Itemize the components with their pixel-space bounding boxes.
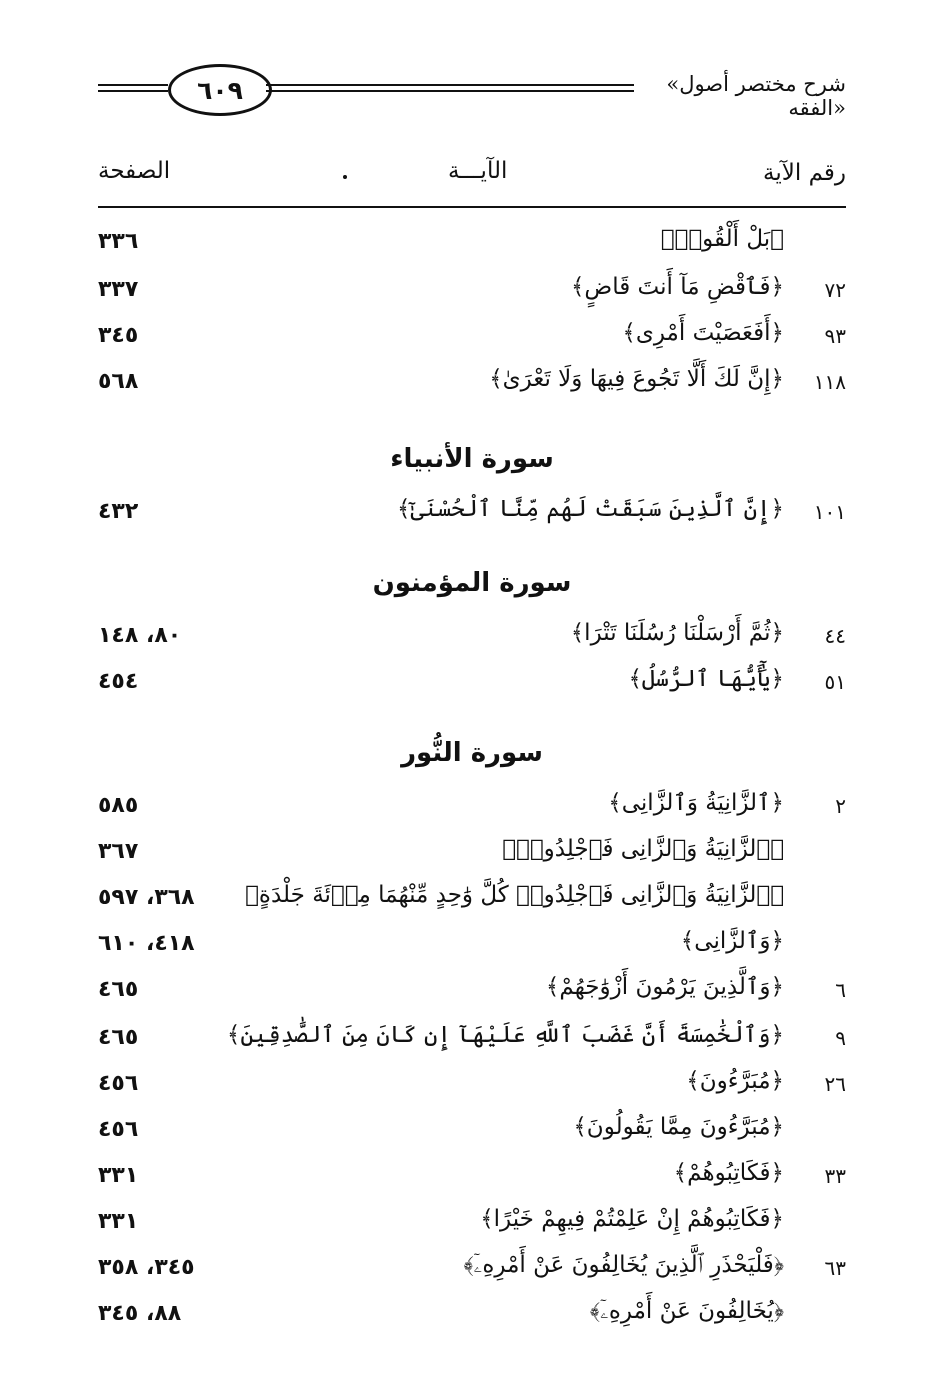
ayah-text: ﴿فَٱقْضِ مَآ أَنتَ قَاضٍ﴾ — [570, 274, 784, 300]
ayah-number: ٢ — [835, 794, 846, 818]
ayah-text: ﴿وَٱلزَّانِى﴾ — [680, 928, 784, 954]
ayah-text: ﴿وَٱلَّذِينَ يَرْمُونَ أَزْوَٰجَهُمْ﴾ — [545, 974, 784, 1000]
index-row — [98, 620, 846, 660]
page-refs: ٣٦٧ — [98, 839, 139, 864]
header-rule — [98, 206, 846, 208]
ayah-number: ٧٢ — [824, 278, 846, 302]
index-row — [98, 1114, 846, 1154]
ayah-text: ﴿يَٰٓأَيُّهَا ٱلرُّسُلُ﴾ — [628, 666, 784, 692]
ayah-number: ٥١ — [824, 670, 846, 694]
index-row — [98, 836, 846, 876]
ayah-text: ﴿إِنَّ ٱلَّذِينَ سَبَقَتْ لَهُم مِّنَّا ٱلْحُسْنَىٰٓ﴾ — [397, 496, 784, 522]
ayah-number: ٦٣ — [824, 1256, 846, 1280]
page-refs: ٤٥٤ — [98, 669, 139, 694]
page-refs: ٣٣٦ — [98, 229, 139, 254]
index-row — [98, 1160, 846, 1200]
column-headers — [98, 150, 846, 200]
index-row — [98, 790, 846, 830]
column-ayah-number: رقم الآية — [763, 160, 846, 186]
page-refs: ٣٤٥ — [98, 323, 139, 348]
page-refs: ٥٦٨ — [98, 369, 139, 394]
page-refs: ٣٣٧ — [98, 277, 139, 302]
ayah-text: ﴿فَلْيَحْذَرِ ٱلَّذِينَ يُخَالِفُونَ عَنْ أَمْرِهِۦٓ﴾ — [463, 1252, 784, 1278]
page-refs: ٤٥٦ — [98, 1071, 139, 1096]
index-row — [98, 1206, 846, 1246]
page-refs: ٤٥٦ — [98, 1117, 139, 1142]
ayah-text: ﴿فَكَاتِبُوهُمْ﴾ — [673, 1160, 784, 1186]
index-row — [98, 882, 846, 922]
surah-heading-anbiya: سورة الأنبياء — [390, 444, 554, 474]
ayah-text: ﴿ٱلزَّانِيَةُ وَٱلزَّانِى﴾ — [608, 790, 784, 816]
ayah-number: ٦ — [835, 978, 846, 1002]
index-row — [98, 226, 846, 266]
page-header — [98, 62, 846, 118]
page-refs: ٥٨٥ — [98, 793, 139, 818]
ayah-text: ﴿يُخَالِفُونَ عَنْ أَمْرِهِۦٓ﴾ — [589, 1298, 784, 1324]
ayah-text: ﴿أَفَعَصَيْتَ أَمْرِى﴾ — [622, 320, 784, 346]
column-page: الصفحة — [98, 158, 171, 184]
ayah-text: ﴿مُبَرَّءُونَ﴾ — [686, 1068, 784, 1094]
index-row — [98, 928, 846, 968]
page-refs: ٤٦٥ — [98, 1025, 139, 1050]
header-dot — [343, 175, 347, 179]
page-refs: ٣٤٥، ٣٥٨ — [98, 1255, 195, 1280]
header-rule-middle — [266, 84, 634, 92]
surah-heading-muminun: سورة المؤمنون — [372, 568, 572, 598]
column-ayah: الآيـــة — [448, 158, 508, 184]
ayah-text: ﴿مُبَرَّءُونَ مِمَّا يَقُولُونَ﴾ — [573, 1114, 784, 1140]
page-refs: ٨٨، ٣٤٥ — [98, 1301, 182, 1326]
index-row — [98, 274, 846, 314]
page-refs: ٣٣١ — [98, 1209, 139, 1234]
index-row — [98, 974, 846, 1014]
ayah-text: ﴿بَلْ أَلْقُوا۟﴾ — [660, 226, 784, 252]
header-rule-left — [98, 84, 168, 92]
page-refs: ٤٣٢ — [98, 499, 139, 524]
index-row — [98, 1252, 846, 1292]
ayah-text: ﴿ثُمَّ أَرْسَلْنَا رُسُلَنَا تَتْرَا﴾ — [570, 620, 784, 646]
ayah-text: ﴿وَٱلْخَٰمِسَةَ أَنَّ غَضَبَ ٱللَّهِ عَلَيْهَآ إِن كَانَ مِنَ ٱلصَّٰدِقِينَ﴾ — [226, 1022, 784, 1048]
ayah-number: ٩ — [835, 1026, 846, 1050]
book-title: «شرح مختصر أصول الفقه» — [666, 72, 846, 120]
ayah-number: ١١٨ — [813, 370, 846, 394]
page-refs: ٨٠، ١٤٨ — [98, 623, 182, 648]
page-refs: ٣٣١ — [98, 1163, 139, 1188]
ayah-number: ٣٣ — [824, 1164, 846, 1188]
index-row — [98, 496, 846, 536]
index-row — [98, 1298, 846, 1338]
ayah-number: ٩٣ — [824, 324, 846, 348]
ayah-text: ﴿فَكَاتِبُوهُمْ إِنْ عَلِمْتُمْ فِيهِمْ خَيْرًا﴾ — [480, 1206, 784, 1232]
ayah-number: ٢٦ — [824, 1072, 846, 1096]
ayah-number: ١٠١ — [813, 500, 846, 524]
index-row — [98, 666, 846, 706]
index-row — [98, 320, 846, 360]
index-row — [98, 1068, 846, 1108]
ayah-text: ﴿ٱلزَّانِيَةُ وَٱلزَّانِى فَٱجْلِدُوا۟﴾ — [502, 836, 784, 862]
ayah-text: ﴿ٱلزَّانِيَةُ وَٱلزَّانِى فَٱجْلِدُوا۟ كُلَّ وَٰحِدٍ مِّنْهُمَا مِا۟ئَةَ جَلْدَةٍ﴾ — [245, 882, 784, 908]
page-refs: ٤١٨، ٦١٠ — [98, 931, 195, 956]
ayah-number: ٤٤ — [824, 624, 846, 648]
page-refs: ٣٦٨، ٥٩٧ — [98, 885, 195, 910]
page-refs: ٤٦٥ — [98, 977, 139, 1002]
page-number-oval: ٦٠٩ — [168, 64, 272, 116]
index-row — [98, 366, 846, 406]
ayah-text: ﴿إِنَّ لَكَ أَلَّا تَجُوعَ فِيهَا وَلَا تَعْرَىٰ﴾ — [489, 366, 784, 392]
index-row — [98, 1022, 846, 1062]
surah-heading-nur: سورة النُّور — [401, 738, 543, 768]
